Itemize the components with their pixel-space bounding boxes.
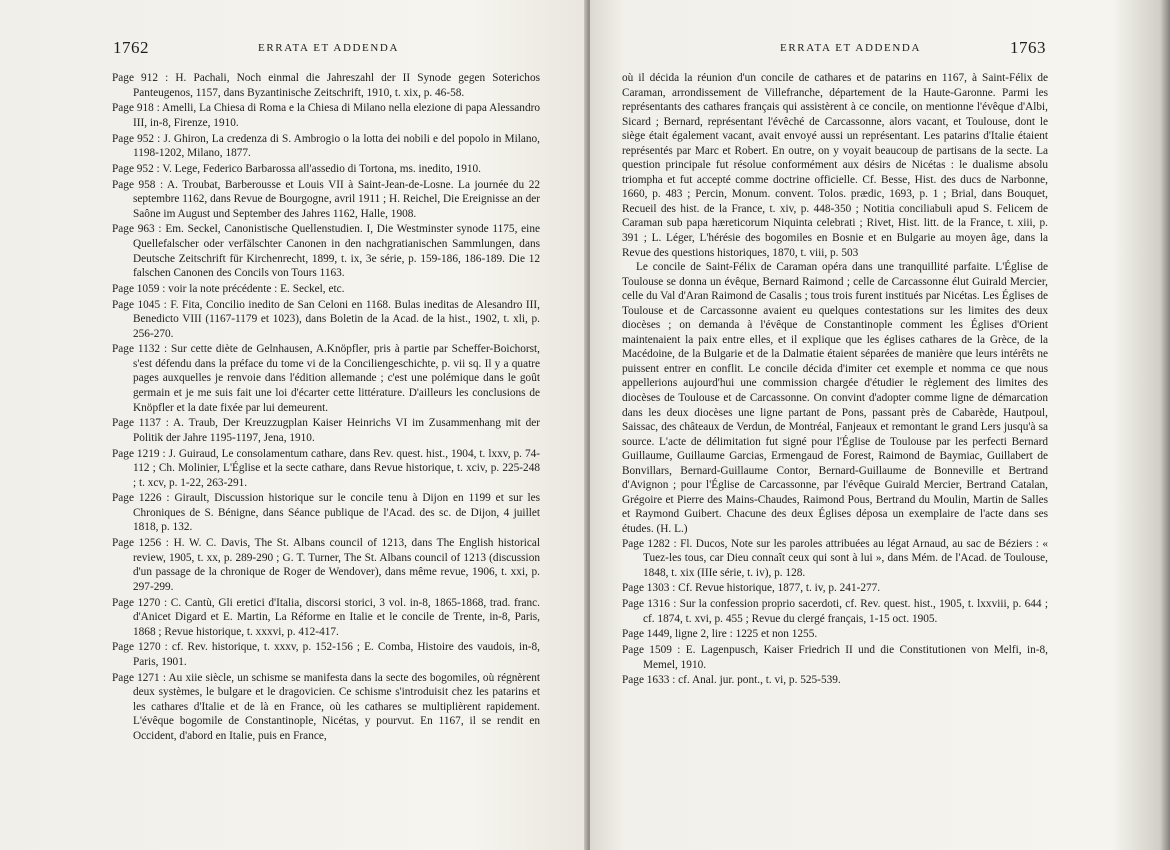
entry-ref: Page 1226 : bbox=[112, 492, 170, 505]
entry-text: Amelli, La Chiesa di Roma e la Chiesa di Milano nella elezione di papa Alessandro III, in-8, Firenze, 1910. bbox=[133, 102, 541, 129]
entry-text: H. W. C. Davis, The St. Albans council of 1213, dans The English historical review, 1905, t. xx, p. 289-290 ; G. T. Turner, The St. Albans council of 1213 (discussion d'un passage de la chronique de Roger de Wendover), dans même revue, 1906, t. xxi, p. 297-299. bbox=[133, 537, 541, 593]
entry-ref: Page 912 : bbox=[112, 72, 169, 84]
entry-ref: Page 1132 : bbox=[112, 343, 168, 356]
errata-entry bbox=[112, 71, 540, 100]
errata-entry bbox=[112, 536, 540, 594]
entry-ref: Page 1045 : bbox=[112, 298, 167, 311]
entry-ref: Page 1449, bbox=[622, 628, 673, 641]
right-page bbox=[590, 0, 1170, 850]
entry-text: F. Fita, Concilio inedito de San Celoni en 1168. Bulas ineditas de Alesandro III, Benedicto VIII (1167-1179 et 1023), dans Boletin de la Acad. de la hist., 1902, t. xli, p. 256-270. bbox=[133, 298, 540, 340]
errata-entry bbox=[622, 537, 1048, 581]
entry-text: Au xiie siècle, un schisme se manifesta dans la secte des bogomiles, où régnèrent deux systèmes, le bulgare et le dragovicien. Ce schisme s'introduisit chez les patarins et les cathares d'Italie et de là en France, où les cathares se multiplièrent rapidement. L'évêque bogomile de Constantinople, Nicétas, y pourvut. En 1167, il se rendit en Occident, d'abord en Italie, puis en France, bbox=[133, 671, 541, 742]
entry-text: Em. Seckel, Canonistische Quellenstudien. I, Die Westminster synode 1175, eine Quellefalscher oder verfälschter Canonen in den nachgratianischen Sammlungen, dans Deutsche Zeitschrift für Kirchenrecht, 1899, t. ix, 3e série, p. 159-186, 186-189. Die 12 falschen Canonen des Concils von Tours 1163. bbox=[133, 223, 540, 280]
entry-text: V. Lege, Federico Barbarossa all'assedio di Tortona, ms. inedito, 1910. bbox=[162, 162, 481, 175]
entry-ref: Page 1256 : bbox=[112, 537, 169, 550]
entry-text: voir la note précédente : E. Seckel, etc. bbox=[168, 282, 345, 295]
page-number: 1762 bbox=[113, 38, 149, 57]
entry-ref: Page 1633 : bbox=[622, 674, 676, 687]
entry-ref: Page 952 : bbox=[112, 162, 160, 175]
errata-entry bbox=[112, 491, 540, 535]
errata-entry bbox=[622, 581, 1048, 596]
entry-text: H. Pachali, Noch einmal die Jahreszahl der II Synode gegen Soterichos Panteugenos, 1157, dans Byzantinische Zeitschrift, 1910, t. xix, p. 46-58. bbox=[133, 72, 540, 99]
running-header: ERRATA ET ADDENDA bbox=[258, 42, 400, 54]
entry-ref: Page 963 : bbox=[112, 223, 162, 236]
errata-entry bbox=[112, 282, 540, 297]
errata-entry bbox=[112, 162, 540, 177]
errata-entry bbox=[112, 640, 540, 669]
entry-ref: Page 1316 : bbox=[622, 598, 677, 611]
left-column bbox=[112, 71, 540, 745]
errata-entry bbox=[112, 342, 540, 415]
entry-text: Sur cette diète de Gelnhausen, A.Knöpfler, pris à partie par Scheffer-Boichorst, s'est défendu dans la préface du tome vi de la Conciliengeschichte, p. vii sq. Il y a quatre pages auxquelles je renvoie dans l'édition allemande ; c'est une polémique dans le goût germain et je me suis fait une loi d'écarter cette littérature. D'ailleurs les conclusions de Knöpfler et la date fixée par lui demeurent. bbox=[133, 343, 541, 414]
entry-text: J. Guiraud, Le consolamentum cathare, dans Rev. quest. hist., 1904, t. lxxv, p. 74-112 ; Ch. Molinier, L'Église et la secte cathare, dans Revue historique, t. xciv, p. 225-248 ; t. xcv, p. 1-22, 263-291. bbox=[133, 447, 540, 489]
entry-text: A. Troubat, Barberousse et Louis VII à Saint-Jean-de-Losne. La journée du 22 septembre 1162, dans Revue de Bourgogne, avril 1911 ; H. Reichel, Die Ereignisse an der Saône im August und September des Jahres 1162, Halle, 1908. bbox=[133, 178, 540, 220]
entry-ref: Page 1137 : bbox=[112, 417, 169, 430]
entry-ref: Page 1282 : bbox=[622, 537, 677, 550]
entry-text: A. Traub, Der Kreuzzugplan Kaiser Heinrichs VI im Zusammenhang mit der Politik der Jahre 1195-1197, Jena, 1910. bbox=[133, 417, 541, 444]
right-column bbox=[622, 71, 1048, 689]
errata-entry bbox=[112, 298, 540, 342]
entry-text: Cf. Revue historique, 1877, t. iv, p. 241-277. bbox=[678, 582, 881, 595]
page-edge-shadow bbox=[1160, 0, 1170, 850]
entry-text: cf. Rev. historique, t. xxxv, p. 152-156 ; E. Comba, Histoire des vaudois, in-8, Paris, 1901. bbox=[133, 641, 541, 668]
entry-text: Fl. Ducos, Note sur les paroles attribuées au légat Arnaud, au sac de Béziers : « Tuez-les tous, car Dieu connaît ceux qui sont à lui », dans Mém. de l'Acad. de Toulouse, 1848, t. xix (IIIe série, t. iv), p. 128. bbox=[643, 537, 1048, 579]
errata-entry bbox=[112, 101, 540, 130]
errata-entry bbox=[112, 447, 540, 491]
errata-entry bbox=[112, 222, 540, 280]
page-number: 1763 bbox=[1010, 38, 1046, 57]
entry-text: Girault, Discussion historique sur le concile tenu à Dijon en 1199 et sur les Chroniques de S. Bénigne, dans Séance publique de l'Acad. des sc. de Dijon, 4 juillet 1818, p. 132. bbox=[133, 492, 541, 534]
continued-paragraph: où il décida la réunion d'un concile de cathares et de patarins en 1167, à Saint-Félix de Caraman, arrondissement de Villefranche, département de la Haute-Garonne. Parmi les représentants des cathares français qui assistèrent à ce concile, on mentionne l'évêque d'Albi, Sicard ; Bernard, représentant l'évêché de Carcassonne, alors vacant, et Toulouse, dont le siège était également vacant, avait envoyé aussi un représentant. Les patarins d'Italie étaient représentés par Marc et Robert. En outre, on y voyait beaucoup de partisans de la secte. La question principale fut résolue conformément aux désirs de Nicétas : le dualisme absolu triompha et fut accepté comme doctrine officielle. Cf. Besse, Hist. des ducs de Narbonne, 1660, p. 483 ; Percin, Monum. convent. Tolos. prædic, 1693, p. 1 ; Brial, dans Bouquet, Recueil des hist. de la France, t. xiv, p. 448-350 ; Notitia conciliabuli apud S. Felicem de Caraman sub papa hæreticorum Niquinta celebrati ; Rivet, Hist. litt. de la France, t. xiii, p. 391 ; L. Léger, L'hérésie des bogomiles en Bosnie et en Bulgarie au moyen âge, dans la Revue des questions historiques, 1870, t. viii, p. 503 bbox=[622, 72, 1048, 259]
body-paragraph: Le concile de Saint-Félix de Caraman opéra dans une tranquillité parfaite. L'Église de Toulouse se donna un évêque, Bernard Raimond ; celle de Carcassonne élut Guirald Mercier, celle du Val d'Aran Raimond de Casalis ; tous trois furent institués par Nicétas. Les Églises de Toulouse et de Carcassonne avaient eu quelques contestations sur les limites des deux diocèses ; on demanda à l'évêque de Constantinople comment les Églises d'Orient maintenaient la paix entre elles, et il explique que les églises cathares de la Grèce, de la Macédoine, de la Bulgarie et de la Dalmatie étaient séparées de manière que leurs intérêts ne puissent entrer en conflit. Le concile décida d'imiter cet exemple et nomma ce que nous appellerions aujourd'hui une commission chargée d'étudier le règlement des limites des diocèses de Toulouse et de Carcassonne. On convint d'adopter comme ligne de démarcation dans les deux diocèses une ligne partant de Pons, passant près de Cabarède, Hautpoul, Saissac, des châteaux de Verdun, de Montréal, Fanjeaux et remontant le grand Lers jusqu'à sa source. L'acte de délimitation fut signé pour l'Église de Toulouse par les perfecti Bernard Guillaume, Guillaume Garcias, Ermengaud de Forest, Raimond de Baymiac, Guillabert de Bonvillars, Bernard-Guillaume Contor, Bernard-Guillaume de Bonneville et Bertrand d'Avignon ; pour l'Église de Carcassonne, par l'évêque Guirald Mercier, Bertrand Catalan, Grégoire et Pierre des Mains-Chaudes, Raimond Pous, Bertrand du Moulin, Martin de Salles et Raymond Guibert. Chacune des deux Églises déposa un exemplaire de l'acte dans ses études. (H. L.) bbox=[622, 261, 1048, 535]
entry-ref: Page 952 : bbox=[112, 132, 161, 145]
errata-entry bbox=[622, 627, 1048, 642]
errata-entry bbox=[622, 643, 1048, 672]
entry-text: C. Cantù, Gli eretici d'Italia, discorsi storici, 3 vol. in-8, 1865-1868, trad. franc. d'Anicet Digard et E. Martin, La Réforme en Italie et le concile de Trente, in-8, Paris, 1868 ; Revue historique, t. xxxvi, p. 412-417. bbox=[133, 596, 541, 638]
entry-ref: Page 1271 : bbox=[112, 671, 166, 684]
entry-ref: Page 1270 : bbox=[112, 596, 168, 609]
errata-entry bbox=[112, 416, 540, 445]
entry-ref: Page 958 : bbox=[112, 178, 164, 191]
errata-entry bbox=[112, 596, 540, 640]
errata-entry bbox=[112, 132, 540, 161]
entry-ref: Page 1219 : bbox=[112, 447, 166, 460]
errata-entry bbox=[622, 673, 1048, 688]
errata-entry bbox=[112, 178, 540, 222]
entry-text: E. Lagenpusch, Kaiser Friedrich II und die Constitutionen von Melfi, in-8, Memel, 1910. bbox=[643, 644, 1048, 671]
entry-ref: Page 918 : bbox=[112, 102, 160, 115]
running-header: ERRATA ET ADDENDA bbox=[780, 42, 922, 54]
entry-text: J. Ghiron, La credenza di S. Ambrogio o la lotta dei nobili e del popolo in Milano, 1198-1202, Milano, 1877. bbox=[133, 132, 540, 160]
entry-ref: Page 1270 : bbox=[112, 641, 168, 654]
entry-text: Sur la confession proprio sacerdoti, cf. Rev. quest. hist., 1905, t. lxxviii, p. 644 ; cf. 1874, t. xvi, p. 455 ; Revue du clergé français, 1-15 oct. 1905. bbox=[643, 598, 1048, 625]
entry-text: cf. Anal. jur. pont., t. vi, p. 525-539. bbox=[678, 674, 841, 687]
errata-entry bbox=[112, 671, 540, 744]
entry-ref: Page 1303 : bbox=[622, 582, 676, 595]
entry-text: ligne 2, lire : 1225 et non 1255. bbox=[675, 628, 818, 641]
entry-ref: Page 1059 : bbox=[112, 282, 166, 295]
entry-ref: Page 1509 : bbox=[622, 644, 681, 657]
errata-entry bbox=[622, 597, 1048, 626]
